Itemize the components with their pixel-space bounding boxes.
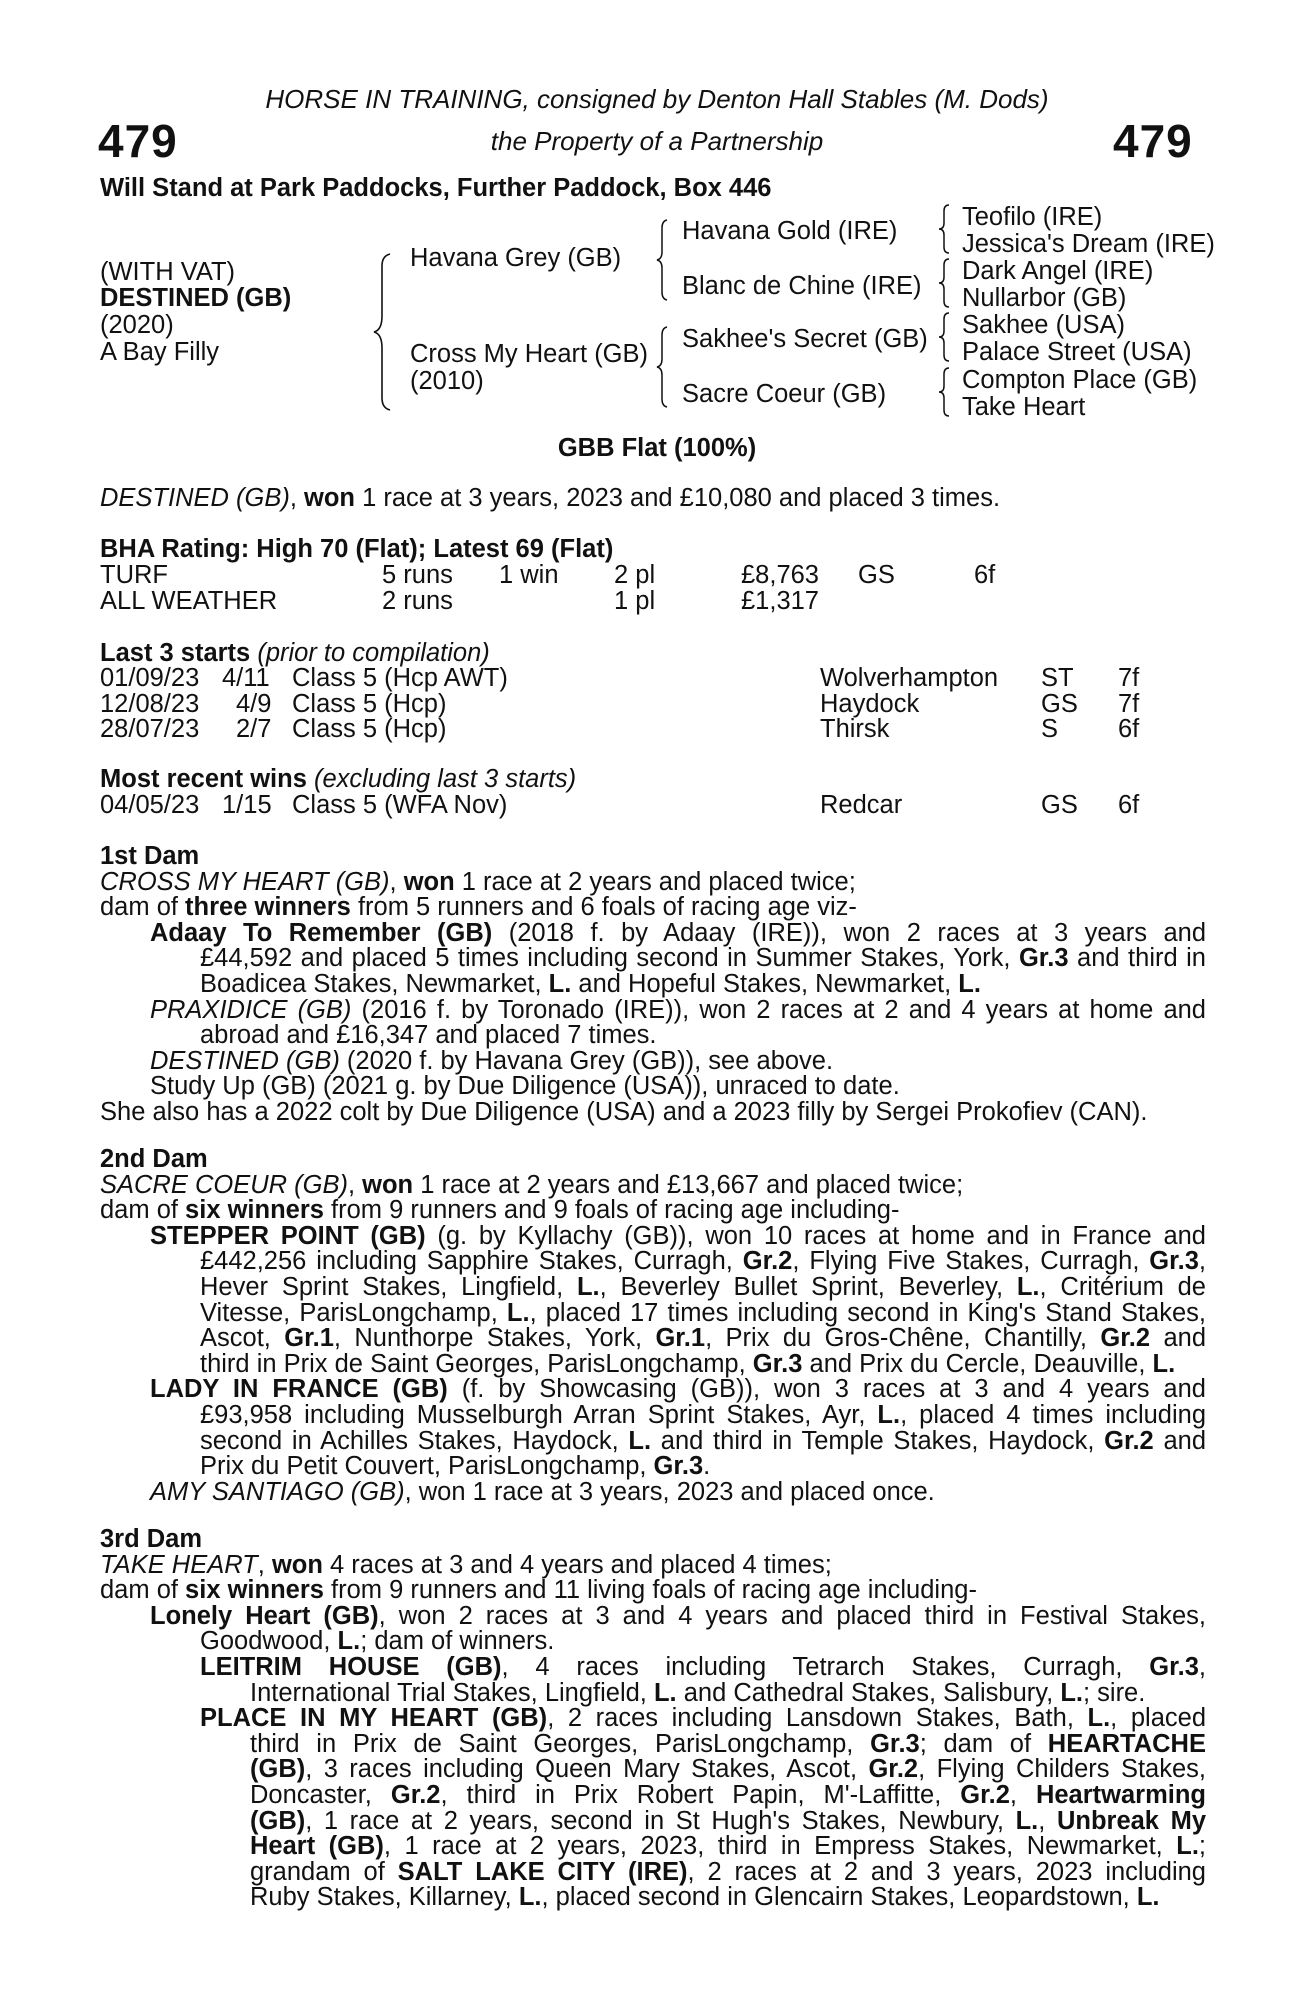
text: , won 1 race at 3 years, 2023 and placed once. [404, 1477, 935, 1506]
produce-name: Adaay To Remember (GB) [150, 918, 493, 947]
text: , [1009, 1780, 1036, 1809]
lot-number-left: 479 [98, 115, 178, 167]
text: , Nunthorpe Stakes, York, [333, 1324, 656, 1353]
last3-row-1-pos: 4/11 [222, 664, 270, 692]
produce-1-line-3 [100, 969, 1206, 998]
third-dam-name: TAKE HEART [100, 1550, 258, 1579]
text: and [1153, 1426, 1207, 1455]
text: , 3 races including Queen Mary Stakes, Ascot, [305, 1755, 869, 1784]
pedigree-sire-dam: Blanc de Chine (IRE) [682, 272, 922, 300]
text: Hever Sprint Stakes, Lingfield, [200, 1272, 577, 1301]
text: 1 race at 2 years and £13,667 and placed twice; [413, 1170, 964, 1199]
consignment-line: HORSE IN TRAINING, consigned by Denton Hall Stables (M. Dods) [265, 84, 1049, 114]
recent-row-1-dist: 6f [1118, 791, 1140, 819]
text: dam of [100, 893, 186, 922]
text: from 5 runners and 6 foals of racing age viz- [350, 893, 857, 922]
last3-row-3-going: S [1041, 715, 1059, 743]
grade: Gr.3 [1149, 1652, 1199, 1681]
winners-count: three winners [185, 893, 351, 922]
grade: L. [1087, 1704, 1111, 1733]
text: ; dam of [919, 1729, 1048, 1758]
pedigree-dam-dam: Sacre Coeur (GB) [682, 380, 887, 408]
last3-row-2-dist: 7f [1118, 690, 1140, 718]
first-dam-name: CROSS MY HEART (GB) [100, 867, 390, 896]
grade: Gr.3 [1149, 1247, 1199, 1276]
text: , 2 races including Lansdown Stakes, Bath, [547, 1704, 1088, 1733]
pedigree-brace-2 [936, 257, 952, 309]
text: and Prix du Cercle, Deauville, [802, 1349, 1153, 1378]
last3-title: Last 3 starts [100, 639, 251, 667]
second-dam-heading: 2nd Dam [100, 1145, 208, 1173]
text: Ruby Stakes, Killarney, [250, 1883, 519, 1912]
grade: L. [653, 1678, 677, 1707]
lady-in-france-line-1 [100, 1377, 1206, 1403]
produce-1-line-2 [100, 946, 1206, 972]
text: , Critérium de [1039, 1272, 1206, 1301]
text: grandam of [250, 1857, 398, 1886]
pedigree-brace-1 [936, 203, 952, 255]
place-in-my-heart-line-6 [100, 1834, 1206, 1860]
text: and third in Temple Stakes, Haydock, [651, 1426, 1105, 1455]
bha-row-aw-runs: 2 runs [382, 587, 453, 615]
bha-row-aw-surface: ALL WEATHER [100, 587, 278, 615]
grade: L. [1016, 1272, 1040, 1301]
first-dam-line-1 [100, 867, 1206, 896]
text: (GB) [250, 1755, 306, 1784]
grade: Gr.1 [284, 1324, 334, 1353]
text: £442,256 including Sapphire Stakes, Curragh, [200, 1247, 743, 1276]
pedigree-g6: Palace Street (USA) [962, 338, 1192, 366]
text: , Flying Five Stakes, Curragh, [792, 1247, 1150, 1276]
horse-name: DESTINED (GB) [100, 284, 292, 312]
text: Prix du Petit Couvert, ParisLongchamp, [200, 1452, 654, 1481]
first-dam-heading: 1st Dam [100, 842, 200, 870]
stepper-point-line-5 [100, 1326, 1206, 1352]
text: , third in Prix Robert Papin, M'-Laffitte, [440, 1780, 961, 1809]
text: ; dam of winners. [360, 1627, 555, 1656]
grade: Gr.2 [390, 1780, 441, 1809]
recent-row-1-course: Redcar [820, 791, 903, 819]
text: , 1 race at 2 years, 2023, third in Empress Stakes, Newmarket, [383, 1832, 1177, 1861]
place-in-my-heart-line-2 [100, 1729, 1206, 1758]
first-dam-section [100, 844, 1206, 1126]
text: from 9 runners and 9 foals of racing age including- [323, 1196, 900, 1225]
pedigree-dam-year: (2010) [410, 367, 484, 395]
produce-name: Lonely Heart (GB) [150, 1601, 379, 1630]
produce-2-line-2: abroad and £16,347 and placed 7 times. [200, 1021, 657, 1050]
produce-name: Heartwarming [1035, 1780, 1206, 1809]
text: (GB) [250, 1806, 306, 1835]
text: (f. by Showcasing (GB)), won 3 races at 3 and 4 years and [447, 1375, 1206, 1404]
text: second in Achilles Stakes, Haydock, [200, 1426, 629, 1455]
bha-row-turf-going: GS [858, 561, 895, 589]
grade: Gr.1 [655, 1324, 706, 1353]
grade: Gr.2 [868, 1755, 919, 1784]
grade: L. [1060, 1678, 1083, 1707]
text: £44,592 and placed 5 times including second in Summer Stakes, York, [200, 944, 1019, 973]
text: , placed 4 times including [900, 1400, 1207, 1429]
first-dam-also-has: She also has a 2022 colt by Due Diligence (USA) and a 2023 filly by Sergei Prokofiev (CAN). [100, 1097, 1148, 1126]
text: , 1 race at 2 years, second in St Hugh's Stakes, Newbury, [305, 1806, 1016, 1835]
third-dam-line-2 [100, 1578, 1206, 1604]
text: and Hopeful Stakes, Newmarket, [571, 969, 959, 998]
grade: Gr.2 [742, 1247, 793, 1276]
pedigree-brace-3 [936, 311, 952, 363]
grade: L. [548, 969, 572, 998]
last3-row-1-race: Class 5 (Hcp AWT) [292, 664, 508, 692]
bha-heading: BHA Rating: High 70 (Flat); Latest 69 (Flat) [100, 535, 614, 563]
last3-row-2-going: GS [1041, 690, 1078, 718]
horse-description: A Bay Filly [100, 338, 220, 366]
property-line: the Property of a Partnership [490, 126, 824, 156]
lonely-heart-line-1 [100, 1601, 1206, 1630]
summary-won: won [304, 484, 356, 512]
grade: Gr.2 [1100, 1324, 1151, 1353]
text: 1 race at 2 years and placed twice; [454, 867, 856, 896]
produce-3-line-1 [100, 1046, 1206, 1075]
text: (2020 f. by Havana Grey (GB)), see above. [339, 1046, 834, 1075]
text: , placed [1110, 1704, 1206, 1733]
text: , won 2 races at 3 and 4 years and placed third in Festival Stakes, [378, 1601, 1206, 1630]
bha-row-turf-dist: 6f [974, 561, 996, 589]
pedigree-g3: Dark Angel (IRE) [962, 257, 1154, 285]
produce-name: LADY IN FRANCE (GB) [150, 1375, 448, 1404]
last3-row-3-course: Thirsk [820, 715, 890, 743]
text: , Flying Childers Stakes, [918, 1755, 1206, 1784]
place-in-my-heart-line-7 [100, 1857, 1206, 1886]
pedigree-main-brace [370, 252, 394, 412]
text: . [703, 1452, 711, 1481]
text: International Trial Stakes, Lingfield, [250, 1678, 654, 1707]
text: , Prix du Gros-Chêne, Chantilly, [705, 1324, 1101, 1353]
stepper-point-line-3 [100, 1272, 1206, 1301]
produce-name: Heart (GB) [250, 1832, 384, 1861]
recent-row-1-date: 04/05/23 [100, 791, 200, 819]
pedigree-dam: Cross My Heart (GB) [410, 340, 649, 368]
winners-count: six winners [185, 1576, 324, 1605]
won-label: won [271, 1550, 323, 1579]
grade: L. [506, 1298, 530, 1327]
text: (2018 f. by Adaay (IRE)), won 2 races at 3 years and [492, 918, 1206, 947]
bha-row-turf-surface: TURF [100, 561, 168, 589]
last3-row-1-dist: 7f [1118, 664, 1140, 692]
grade: Gr.3 [653, 1452, 704, 1481]
grade: L. [628, 1426, 652, 1455]
horse-year: (2020) [100, 311, 174, 339]
last3-row-2-date: 12/08/23 [100, 690, 200, 718]
grade: L. [337, 1627, 361, 1656]
lonely-heart-line-2 [100, 1629, 1206, 1655]
place-in-my-heart-line-4 [100, 1780, 1206, 1809]
text: £93,958 including Musselburgh Arran Sprint Stakes, Ayr, [200, 1400, 878, 1429]
last3-row-3-dist: 6f [1118, 715, 1140, 743]
text: , [1038, 1806, 1057, 1835]
last3-row-2-course: Haydock [820, 690, 920, 718]
text: ; [1198, 1832, 1207, 1861]
produce-1-line-1 [100, 918, 1206, 947]
produce-name: STEPPER POINT (GB) [150, 1221, 426, 1250]
bha-row-turf-runs: 5 runs [382, 561, 453, 589]
text: third in Prix de Saint Georges, ParisLongchamp, [200, 1349, 753, 1378]
won-label: won [362, 1170, 414, 1199]
pedigree-sire: Havana Grey (GB) [410, 244, 622, 272]
produce-name: DESTINED (GB) [150, 1046, 340, 1075]
text: from 9 runners and 11 living foals of racing age including- [323, 1576, 977, 1605]
last3-row-3-date: 28/07/23 [100, 715, 200, 743]
stepper-point-line-6 [100, 1349, 1206, 1378]
recent-row-1-pos: 1/15 [222, 791, 272, 819]
last3-row-1-going: ST [1041, 664, 1074, 692]
text: , Beverley Bullet Sprint, Beverley, [599, 1272, 1017, 1301]
text: , [389, 867, 404, 896]
bha-row-turf-placed: 2 pl [614, 561, 656, 589]
place-in-my-heart-line-3 [100, 1757, 1206, 1783]
grade: L. [877, 1400, 901, 1429]
text: Doncaster, [250, 1780, 391, 1809]
leitrim-house-line-2 [100, 1678, 1206, 1707]
last3-row-2-race: Class 5 (Hcp) [292, 690, 447, 718]
produce-name: Unbreak My [1056, 1806, 1206, 1835]
lady-in-france-line-3 [100, 1426, 1207, 1455]
text: 4 races at 3 and 4 years and placed 4 times; [322, 1550, 832, 1579]
first-dam-line-2 [100, 895, 1206, 921]
bha-row-aw-placed: 1 pl [614, 587, 656, 615]
grade: L. [518, 1883, 542, 1912]
bha-row-turf-money: £8,763 [741, 561, 819, 589]
pedigree-dam-brace [654, 325, 670, 409]
text: Goodwood, [200, 1627, 338, 1656]
produce-name: AMY SANTIAGO (GB) [150, 1477, 405, 1506]
text: and third in [1068, 944, 1206, 973]
won-label: won [403, 867, 455, 896]
summary-rest: 1 race at 3 years, 2023 and £10,080 and placed 3 times. [355, 484, 1001, 512]
pedigree-g8: Take Heart [962, 393, 1086, 421]
pedigree-g2: Jessica's Dream (IRE) [962, 230, 1215, 258]
last3-note: (prior to compilation) [250, 639, 490, 667]
stepper-point-line-2 [100, 1249, 1206, 1275]
recent-heading [100, 767, 576, 793]
pedigree-sire-sire: Havana Gold (IRE) [682, 217, 898, 245]
grade: Gr.3 [870, 1729, 920, 1758]
text: , 2 races at 2 and 3 years, 2023 including [687, 1857, 1206, 1886]
bha-row-aw-money: £1,317 [741, 587, 819, 615]
produce-name: SALT LAKE CITY (IRE) [397, 1857, 688, 1886]
text: and [1150, 1324, 1206, 1353]
produce-name: HEARTACHE [1047, 1729, 1206, 1758]
grade: Gr.3 [752, 1349, 803, 1378]
last3-row-2-pos: 4/9 [236, 690, 272, 718]
text: , [347, 1170, 363, 1199]
place-in-my-heart-line-1 [100, 1706, 1206, 1732]
grade: Gr.2 [960, 1780, 1010, 1809]
second-dam-line-2 [100, 1198, 1206, 1224]
grade: Gr.3 [1018, 944, 1069, 973]
last3-row-1-date: 01/09/23 [100, 664, 200, 692]
text: dam of [100, 1196, 186, 1225]
vat-label: (WITH VAT) [100, 258, 236, 286]
second-dam-line-1 [100, 1170, 1206, 1199]
pedigree-g1: Teofilo (IRE) [962, 203, 1103, 231]
grade: L. [576, 1272, 600, 1301]
lot-number-right: 479 [1113, 115, 1193, 167]
third-dam-section [100, 1527, 1206, 1911]
summary-line: DESTINED (GB), won 1 race at 3 years, 2023 and £10,080 and placed 3 times. [100, 484, 1001, 512]
produce-4-line-1: Study Up (GB) (2021 g. by Due Diligence (USA)), unraced to date. [150, 1072, 900, 1101]
pedigree-g4: Nullarbor (GB) [962, 284, 1127, 312]
grade: L. [1176, 1832, 1199, 1861]
summary-name: DESTINED (GB) [100, 484, 290, 512]
amy-santiago-line-1 [100, 1477, 1206, 1506]
lady-in-france-line-4 [100, 1454, 1206, 1480]
produce-name: PLACE IN MY HEART (GB) [200, 1704, 548, 1733]
last3-heading [100, 641, 490, 667]
text: and Cathedral Stakes, Salisbury, [676, 1678, 1061, 1707]
place-in-my-heart-line-8 [100, 1885, 1206, 1911]
second-dam-section [100, 1147, 1206, 1505]
produce-name: LEITRIM HOUSE (GB) [200, 1652, 502, 1681]
third-dam-heading: 3rd Dam [100, 1525, 203, 1553]
location-line: Will Stand at Park Paddocks, Further Paddock, Box 446 [100, 174, 772, 202]
recent-row-1-going: GS [1041, 791, 1078, 819]
recent-row-1-race: Class 5 (WFA Nov) [292, 791, 508, 819]
text: , 4 races including Tetrarch Stakes, Curragh, [501, 1652, 1150, 1681]
place-in-my-heart-line-5 [100, 1806, 1206, 1835]
text: Boadicea Stakes, Newmarket, [200, 969, 549, 998]
lady-in-france-line-2 [100, 1400, 1207, 1429]
text: Ascot, [200, 1324, 285, 1353]
last3-row-1-course: Wolverhampton [820, 664, 999, 692]
grade: L. [958, 969, 981, 998]
gbb-rating: GBB Flat (100%) [557, 434, 757, 462]
pedigree-g7: Compton Place (GB) [962, 366, 1198, 394]
pedigree-dam-sire: Sakhee's Secret (GB) [682, 325, 928, 353]
stepper-point-line-1 [100, 1221, 1206, 1250]
third-dam-line-1 [100, 1550, 1206, 1579]
bha-row-turf-wins: 1 win [499, 561, 559, 589]
text: ; sire. [1082, 1678, 1146, 1707]
text: , [1198, 1247, 1206, 1276]
winners-count: six winners [185, 1196, 324, 1225]
pedigree-g5: Sakhee (USA) [962, 311, 1125, 339]
text: , [257, 1550, 272, 1579]
text: third in Prix de Saint Georges, ParisLongchamp, [250, 1729, 871, 1758]
produce-name: PRAXIDICE (GB) [150, 995, 352, 1024]
text: , placed 17 times including second in King's Stand Stakes, [529, 1298, 1206, 1327]
text: , [1198, 1652, 1206, 1681]
text: , placed second in Glencairn Stakes, Leopardstown, [541, 1883, 1137, 1912]
text: Vitesse, ParisLongchamp, [200, 1298, 507, 1327]
grade: L. [1136, 1883, 1160, 1912]
grade: L. [1152, 1349, 1176, 1378]
text: (2016 f. by Toronado (IRE)), won 2 races at 2 and 4 years at home and [351, 995, 1206, 1024]
produce-2-line-1 [100, 995, 1206, 1024]
text: dam of [100, 1576, 186, 1605]
last3-row-3-pos: 2/7 [236, 715, 272, 743]
second-dam-name: SACRE COEUR (GB) [100, 1170, 348, 1199]
recent-title: Most recent wins [100, 765, 307, 793]
recent-note: (excluding last 3 starts) [306, 765, 577, 793]
last3-row-3-race: Class 5 (Hcp) [292, 715, 447, 743]
leitrim-house-line-1 [100, 1652, 1206, 1681]
grade: L. [1015, 1806, 1039, 1835]
pedigree-brace-4 [936, 366, 952, 418]
pedigree-sire-brace [654, 218, 670, 302]
text: (g. by Kyllachy (GB)), won 10 races at home and in France and [425, 1221, 1206, 1250]
grade: Gr.2 [1104, 1426, 1154, 1455]
stepper-point-line-4 [100, 1298, 1206, 1327]
